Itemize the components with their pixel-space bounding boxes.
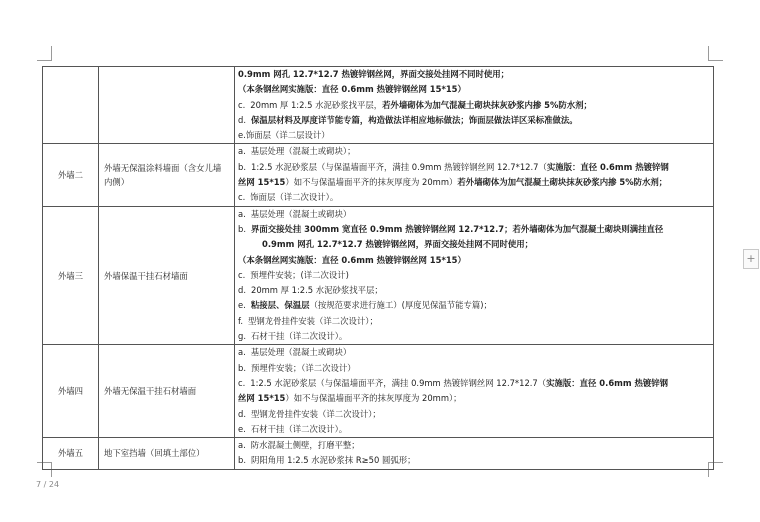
step-line bbox=[238, 376, 713, 391]
step-text: 20mm 厚 1:2.5 水泥砂浆找平层， bbox=[250, 99, 383, 110]
step-line bbox=[238, 253, 713, 268]
construction-steps-cell bbox=[235, 144, 714, 206]
step-line bbox=[238, 407, 713, 422]
page-indicator: 7 / 24 bbox=[36, 480, 60, 489]
step-marker: a. bbox=[238, 208, 246, 219]
step-text: 型钢龙骨挂件安装（详二次设计）； bbox=[250, 408, 381, 419]
construction-steps-cell bbox=[235, 345, 714, 438]
step-text: 0.9mm 网孔 12.7*12.7 热镀锌钢丝网，界面交接处挂网不同时使用； bbox=[262, 239, 533, 250]
wall-code-cell: 外墙四 bbox=[43, 345, 99, 438]
step-marker: d. bbox=[238, 285, 246, 296]
wall-type-label: 外墙无保温干挂石材墙面 bbox=[104, 386, 197, 397]
step-line bbox=[238, 453, 713, 468]
table-row bbox=[43, 345, 714, 438]
step-line bbox=[238, 113, 713, 128]
step-text: 丝网 15*15 bbox=[238, 177, 286, 188]
step-marker: b. bbox=[238, 455, 246, 466]
step-marker: c. bbox=[238, 377, 246, 388]
construction-steps-cell bbox=[235, 67, 714, 144]
step-marker: d. bbox=[238, 408, 246, 419]
step-text: 丝网 15*15 bbox=[238, 393, 286, 404]
step-line bbox=[238, 82, 713, 97]
step-text: ）如不与保温墙面平齐的抹灰厚度为 20mm）； bbox=[285, 393, 462, 404]
wall-type-cell bbox=[99, 438, 235, 470]
step-text: 1:2.5 水泥砂浆层（与保温墙面平齐，满挂 0.9mm 热镀锌钢丝网 12.7*12.7（ bbox=[250, 377, 547, 388]
step-text: 防水混凝土侧壁，打磨平整； bbox=[250, 440, 360, 451]
step-text: 实施版：直径 0.6mm 热镀锌钢 bbox=[546, 377, 669, 388]
wall-type-label: 地下室挡墙（回填土部位） bbox=[104, 448, 205, 459]
step-text: 石材干挂（详二次设计）。 bbox=[250, 331, 348, 342]
step-line bbox=[238, 160, 713, 175]
step-line bbox=[238, 237, 713, 252]
wall-code-cell: 外墙二 bbox=[43, 144, 99, 206]
step-line bbox=[238, 283, 713, 298]
step-line bbox=[238, 175, 713, 190]
step-marker: b. bbox=[238, 362, 246, 373]
step-text: （本条钢丝网实施版：直径 0.6mm 热镀锌钢丝网 15*15） bbox=[238, 254, 466, 265]
construction-steps-cell bbox=[235, 206, 714, 345]
step-text: 保温层材料及厚度详节能专篇，构造做法详相应地标做法；饰面层做法详区采标准做法。 bbox=[250, 114, 578, 125]
construction-steps-cell bbox=[235, 438, 714, 470]
expand-panel-button[interactable]: + bbox=[743, 249, 759, 269]
table-row bbox=[43, 144, 714, 206]
wall-code-cell: 外墙三 bbox=[43, 206, 99, 345]
step-text: 基层处理（混凝土或砌块） bbox=[250, 208, 352, 219]
step-marker: e. bbox=[238, 423, 246, 434]
step-line bbox=[238, 314, 713, 329]
step-line bbox=[238, 298, 713, 313]
step-text: ）如不与保温墙面平齐的抹灰厚度为 20mm） bbox=[285, 177, 458, 188]
step-marker: b. bbox=[238, 161, 246, 172]
step-line bbox=[238, 345, 713, 360]
step-marker: a. bbox=[238, 440, 246, 451]
step-marker: d. bbox=[238, 114, 246, 125]
step-text: 型钢龙骨挂件安装（详二次设计）； bbox=[248, 315, 378, 326]
step-line bbox=[238, 98, 713, 113]
wall-code-cell bbox=[43, 67, 99, 144]
step-line bbox=[238, 67, 713, 82]
wall-type-label: 外墙无保温涂料墙面（含女儿墙内侧） bbox=[104, 163, 222, 188]
wall-type-label: 外墙保温干挂石材墙面 bbox=[104, 270, 188, 281]
step-line bbox=[238, 361, 713, 376]
step-text: 预埋件安装；(详二次设计) bbox=[250, 269, 349, 280]
step-line bbox=[238, 422, 713, 437]
step-text: 基层处理（混凝土或砌块）； bbox=[250, 146, 356, 157]
step-marker: c. bbox=[238, 269, 246, 280]
step-line bbox=[238, 438, 713, 453]
wall-type-cell bbox=[99, 144, 235, 206]
step-marker: g. bbox=[238, 331, 246, 342]
step-text: （本条钢丝网实施版：直径 0.6mm 热镀锌钢丝网 15*15） bbox=[238, 84, 466, 95]
step-text: 20mm 厚 1:2.5 水泥砂浆找平层； bbox=[250, 285, 383, 296]
wall-code-cell: 外墙五 bbox=[43, 438, 99, 470]
table-row bbox=[43, 67, 714, 144]
step-text: 饰面层（详二次设计）。 bbox=[250, 192, 339, 203]
step-text: 基层处理（混凝土或砌块） bbox=[250, 347, 352, 358]
crop-mark-top-right bbox=[708, 46, 723, 61]
step-marker: f. bbox=[238, 315, 244, 326]
step-text: 实施版：直径 0.6mm 热镀锌钢 bbox=[546, 161, 669, 172]
step-text: 0.9mm 网孔 12.7*12.7 热镀锌钢丝网，界面交接处挂网不同时使用； bbox=[238, 69, 509, 79]
step-marker: b. bbox=[238, 223, 246, 234]
step-text: 阴阳角用 1:2.5 水泥砂浆抹 R≥50 圆弧形； bbox=[250, 455, 416, 466]
wall-type-cell bbox=[99, 67, 235, 144]
step-marker: e. bbox=[238, 300, 246, 311]
step-marker: c. bbox=[238, 99, 246, 110]
step-marker: c. bbox=[238, 192, 246, 203]
table-row bbox=[43, 438, 714, 470]
step-marker: a. bbox=[238, 146, 246, 157]
crop-mark-top-left bbox=[37, 46, 52, 61]
step-line bbox=[238, 329, 713, 344]
step-line bbox=[238, 391, 713, 406]
wall-type-cell bbox=[99, 345, 235, 438]
step-text: 界面交接处挂 300mm 宽直径 0.9mm 热镀锌钢丝网 12.7*12.7；若外墙砌体为加气混凝土砌块则满挂直径 bbox=[250, 223, 664, 234]
step-text: e.饰面层（详二层设计） bbox=[238, 130, 330, 141]
step-line bbox=[238, 128, 713, 143]
step-line bbox=[238, 144, 713, 159]
table-row bbox=[43, 206, 714, 345]
step-marker: a. bbox=[238, 347, 246, 358]
step-text: 粘接层、保温层 bbox=[250, 300, 310, 311]
step-text: 1:2.5 水泥砂浆层（与保温墙面平齐，满挂 0.9mm 热镀锌钢丝网 12.7*12.7（ bbox=[250, 161, 547, 172]
wall-spec-table bbox=[42, 66, 714, 470]
step-text: 预埋件安装；（详二次设计） bbox=[250, 362, 356, 373]
step-line bbox=[238, 222, 713, 237]
step-line bbox=[238, 190, 713, 205]
wall-type-cell bbox=[99, 206, 235, 345]
step-text: 若外墙砌体为加气混凝土砌块抹灰砂浆内掺 5%防水剂； bbox=[382, 99, 592, 110]
step-text: 若外墙砌体为加气混凝土砌块抹灰砂浆内掺 5%防水剂； bbox=[457, 177, 668, 188]
step-text: 石材干挂（详二次设计）。 bbox=[250, 423, 348, 434]
step-line bbox=[238, 207, 713, 222]
step-line bbox=[238, 268, 713, 283]
step-text: （按规范要求进行施工）(厚度见保温节能专篇)； bbox=[309, 300, 492, 311]
